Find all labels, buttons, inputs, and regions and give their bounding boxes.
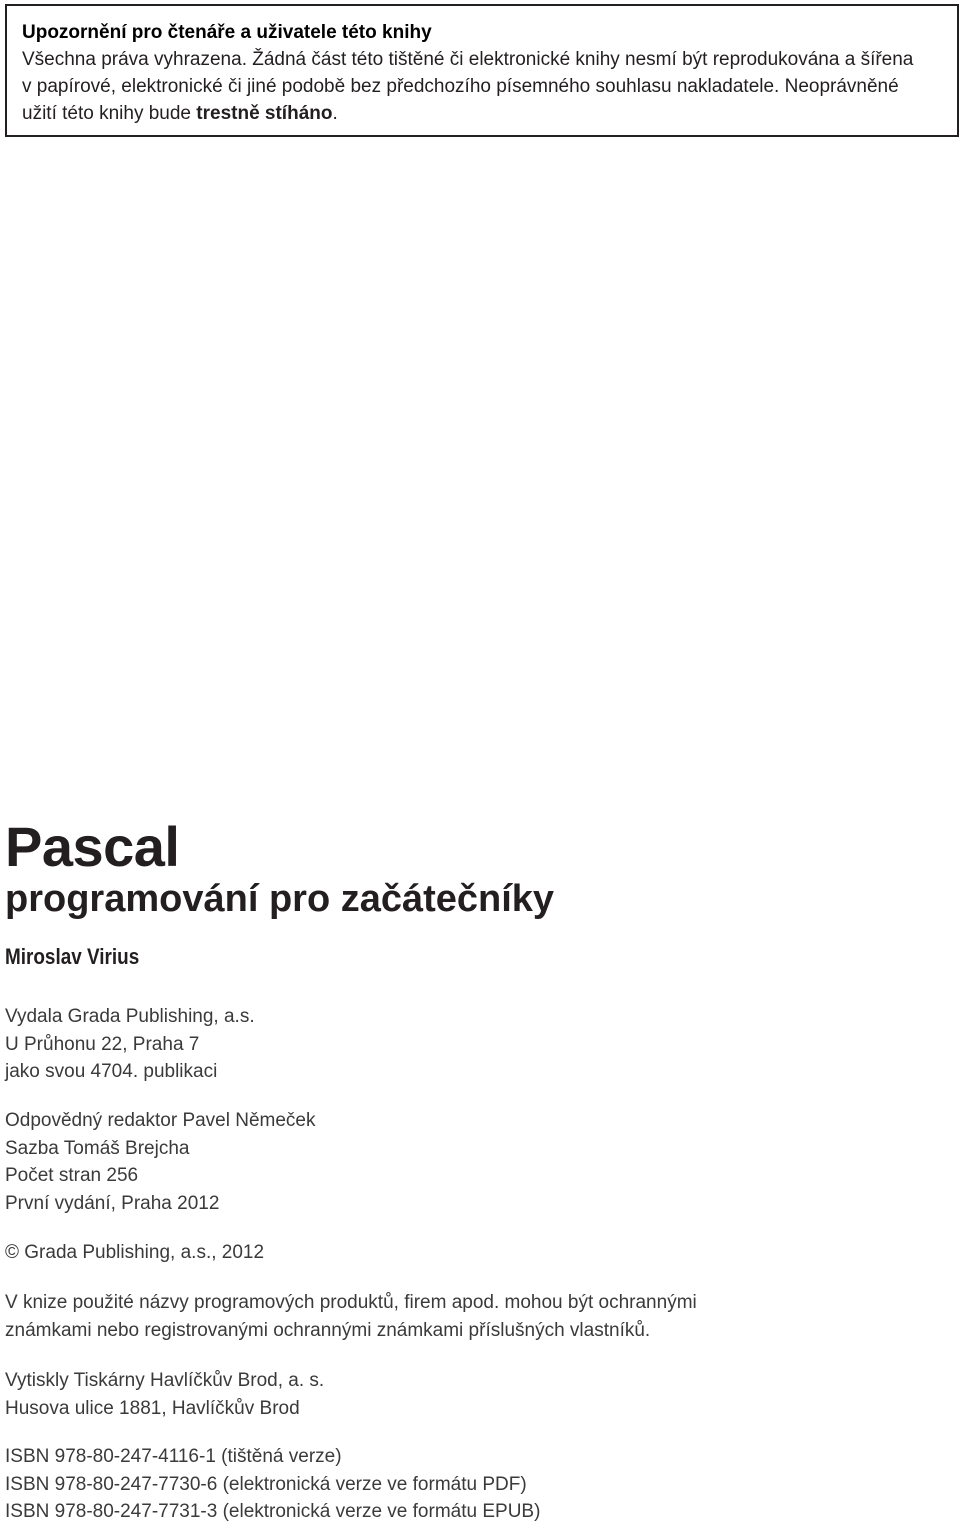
notice-text-prefix: užití této knihy bude: [22, 103, 197, 124]
isbn-line: ISBN 978-80-247-7730-6 (elektronická verze ve formátu PDF): [5, 1473, 527, 1495]
production-credits: [5, 1107, 316, 1217]
notice-emphasis: trestně stíháno: [196, 103, 333, 124]
credit-line: První vydání, Praha 2012: [5, 1192, 220, 1214]
notice-text-suffix: .: [332, 103, 338, 124]
notice-title: Upozornění pro čtenáře a uživatele této knihy: [22, 22, 432, 43]
copyright-text: © Grada Publishing, a.s., 2012: [5, 1242, 265, 1263]
publisher-info: [5, 1003, 255, 1086]
printer-line: Husova ulice 1881, Havlíčkův Brod: [5, 1397, 300, 1419]
copyright-notice-box: [5, 4, 959, 137]
isbn-list: [5, 1443, 540, 1526]
book-title: Pascal: [5, 815, 180, 878]
publisher-line: jako svou 4704. publikaci: [5, 1061, 218, 1082]
credit-line: Počet stran 256: [5, 1165, 139, 1186]
trademark-line: V knize použité názvy programových produktů, firem apod. mohou být ochrannými: [5, 1292, 697, 1313]
credit-line: Sazba Tomáš Brejcha: [5, 1137, 190, 1159]
book-subtitle: programování pro začátečníky: [5, 878, 555, 920]
copyright-line: [5, 1239, 264, 1267]
printer-info: [5, 1367, 324, 1422]
isbn-line: ISBN 978-80-247-4116-1 (tištěná verze): [5, 1446, 342, 1467]
publisher-line: U Průhonu 22, Praha 7: [5, 1033, 200, 1055]
credit-line: Odpovědný redaktor Pavel Němeček: [5, 1110, 316, 1131]
book-author: Miroslav Virius: [5, 944, 140, 969]
isbn-line: ISBN 978-80-247-7731-3 (elektronická verze ve formátu EPUB): [5, 1501, 541, 1522]
notice-line: v papírové, elektronické či jiné podobě bez předchozího písemného souhlasu nakladatele. Neoprávněné: [22, 76, 899, 97]
notice-line: [22, 100, 942, 127]
publisher-line: Vydala Grada Publishing, a.s.: [5, 1006, 255, 1027]
trademark-notice: [5, 1289, 697, 1344]
notice-line: Všechna práva vyhrazena. Žádná část této tištěné či elektronické knihy nesmí být reprodukována a šířena: [22, 49, 914, 70]
printer-line: Vytiskly Tiskárny Havlíčkův Brod, a. s.: [5, 1370, 325, 1391]
trademark-line: známkami nebo registrovanými ochrannými známkami příslušných vlastníků.: [5, 1319, 651, 1341]
